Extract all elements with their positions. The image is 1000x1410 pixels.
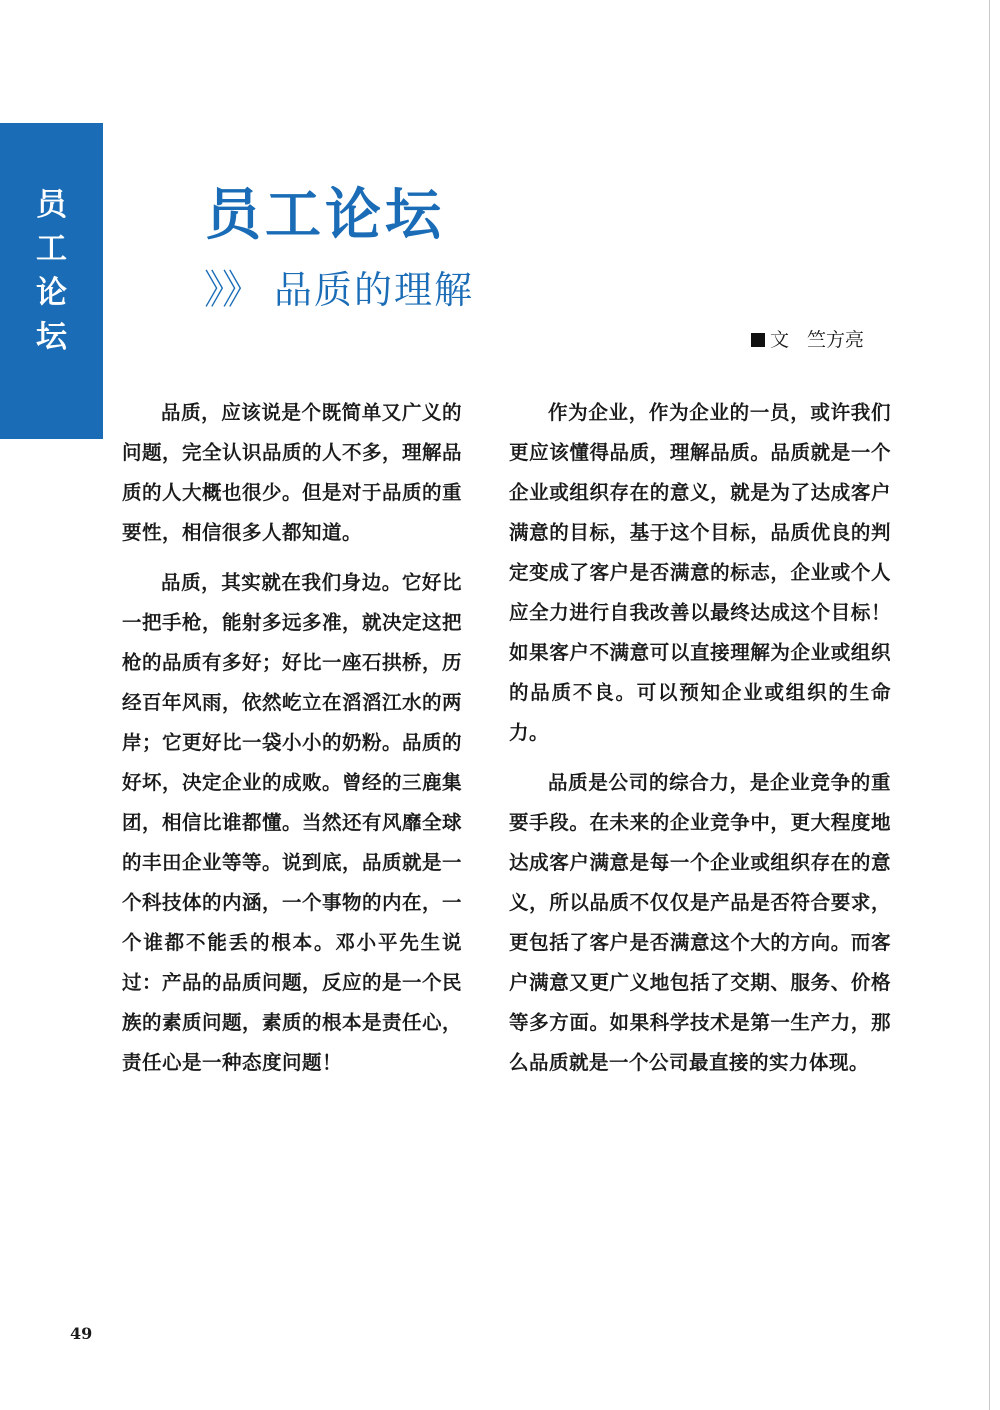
article-paragraph: 品质是公司的综合力，是企业竞争的重要手段。在未来的企业竞争中，更大程度地达成客户满意是每一个企业或组织存在的意义，所以品质不仅仅是产品是否符合要求，更包括了客户是否满意这个大的方向。而客户满意又更广义地包括了交期、服务、价格等多方面。如果科学技术是第一生产力，那么品质就是一个公司最直接的实力体现。 [509, 771, 891, 1074]
article-paragraph: 作为企业，作为企业的一员，或许我们更应该懂得品质，理解品质。品质就是一个企业或组织存在的意义，就是为了达成客户满意的目标，基于这个目标，品质优良的判定变成了客户是否满意的标志，企业或个人应全力进行自我改善以最终达成这个目标！如果客户不满意可以直接理解为企业或组织的品质不良。可以预知企业或组织的生命力。 [509, 401, 891, 744]
article-title [204, 262, 474, 318]
column-title: 员工论坛 [205, 183, 445, 248]
side-tab-char: 工 [36, 231, 67, 267]
page-number: 49 [70, 1324, 93, 1343]
section-side-tab-text [0, 183, 103, 359]
article-column-right [509, 393, 891, 1083]
article-paragraph: 品质，应该说是个既简单又广义的问题，完全认识品质的人不多，理解品质的人大概也很少。但是对于品质的重要性，相信很多人都知道。 [122, 401, 463, 544]
side-tab-char: 坛 [36, 319, 67, 355]
article-paragraph: 品质，其实就在我们身边。它好比一把手枪，能射多远多准，就决定这把枪的品质有多好；好比一座石拱桥，历经百年风雨，依然屹立在滔滔江水的两岸；它更好比一袋小小的奶粉。品质的好坏，决定企业的成败。曾经的三鹿集团，相信比谁都懂。当然还有风靡全球的丰田企业等等。说到底，品质就是一个科技体的内涵，一个事物的内在，一个谁都不能丢的根本。邓小平先生说过：产品的品质问题，反应的是一个民族的素质问题，素质的根本是责任心，责任心是一种态度问题！ [122, 571, 463, 1074]
page-edge-line [989, 0, 990, 1410]
article-title-text: 品质的理解 [274, 268, 475, 312]
side-tab-char: 员 [36, 187, 67, 223]
section-side-tab [0, 123, 103, 439]
square-bullet-icon [751, 333, 765, 347]
byline-author: 竺方亮 [806, 329, 864, 351]
side-tab-char: 论 [36, 275, 67, 311]
byline [751, 326, 864, 354]
double-chevron-icon: 》》 [204, 267, 260, 313]
article-column-left [122, 393, 462, 1083]
byline-label: 文 [769, 329, 789, 351]
